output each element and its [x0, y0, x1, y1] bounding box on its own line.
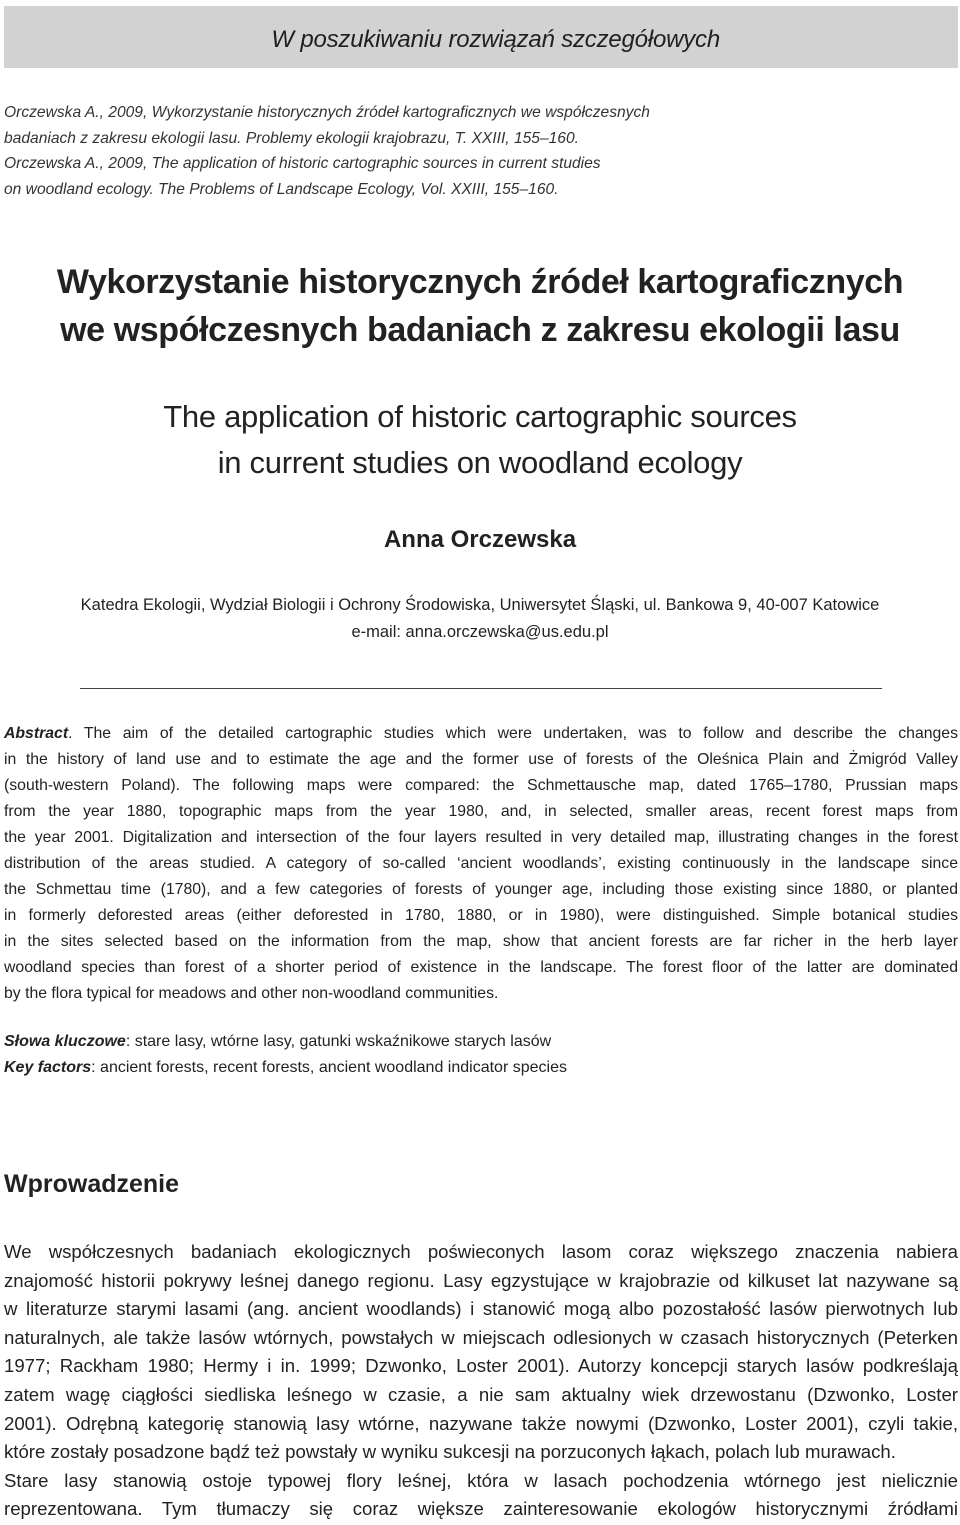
running-header-title: W poszukiwaniu rozwiązań szczegółowych: [271, 26, 720, 53]
abstract-line: in the history of land use and to estimate the age and the former use of forests of the Oleśnica Plain and Żmigród Valley: [4, 751, 958, 768]
citation-line: Orczewska A., 2009, The application of historic cartographic sources in current studies: [4, 155, 601, 172]
body-line: 1977; Rackham 1980; Hermy i in. 1999; Dzwonko, Loster 2001). Autorzy koncepcji starych lasów podkreślają: [4, 1355, 958, 1377]
abstract-line: the year 2001. Digitalization and intersection of the four layers resulted in very detailed map, illustrating changes in the forest: [4, 829, 958, 846]
keywords-polish: [4, 1033, 551, 1051]
title-line: we współczesnych badaniach z zakresu ekologii lasu: [60, 311, 900, 349]
abstract-line: (south-western Poland). The following maps were compared: the Schmettausche map, dated 1765–1780, Prussian maps: [4, 777, 958, 794]
keywords-polish-text: : stare lasy, wtórne lasy, gatunki wskaźnikowe starych lasów: [125, 1033, 552, 1050]
article-title-polish: [0, 258, 960, 354]
citation-line: on woodland ecology. The Problems of Landscape Ecology, Vol. XXIII, 155–160.: [4, 180, 559, 198]
abstract-line: the Schmettau time (1780), and a few categories of forests of younger age, including those existing since 1880, or planted: [4, 881, 958, 898]
introduction-paragraph: [4, 1238, 958, 1524]
abstract-line: Abstract. The aim of the detailed cartographic studies which were undertaken, was to follow and describe the changes: [4, 725, 958, 742]
body-line: znajomość historii pokrywy leśnej danego regionu. Lasy egzystujące w krajobrazie od kilkuset lat nazywane są: [4, 1269, 958, 1291]
citation-block: [4, 100, 884, 202]
body-line: Stare lasy stanowią ostoje typowej flory leśnej, która w lasach pochodzenia wtórnego jest nielicznie: [4, 1469, 958, 1491]
body-line: naturalnych, ale także lasów wtórnych, powstałych w miejscach odlesionych w czasach historycznych (Peterken: [4, 1326, 958, 1348]
keywords-english-text: : ancient forests, recent forests, ancient woodland indicator species: [91, 1059, 567, 1076]
abstract-line: distribution of the areas studied. A category of so-called ‘ancient woodlands’, existing continuously in the landscape since: [4, 855, 958, 872]
separator-rule: [80, 688, 882, 689]
section-heading: Wprowadzenie: [4, 1170, 180, 1198]
body-line: zatem wagę ciągłości siedliska leśnego w czasie, a nie sam aktualny wiek drzewostanu (Dzwonko, Loster: [4, 1383, 958, 1405]
title-line: The application of historic cartographic sources: [163, 399, 797, 434]
body-line: We współczesnych badaniach ekologicznych poświeconych lasom coraz większego znaczenia nabiera: [4, 1241, 958, 1262]
abstract-line: woodland species than forest of a shorter period of existence in the landscape. The forest floor of the latter are dominated: [4, 959, 958, 976]
keywords-polish-label: Słowa kluczowe: [4, 1033, 126, 1050]
body-line: reprezentowana. Tym tłumaczy się coraz większe zainteresowanie ekologów historycznymi źródłami: [4, 1498, 958, 1520]
body-line: które zostały posadzone bądź też powstały w wyniku sukcesji na porzuconych łąkach, polach lub murawach.: [4, 1441, 896, 1463]
abstract-line: by the flora typical for meadows and other non-woodland communities.: [4, 985, 499, 1002]
title-line: in current studies on woodland ecology: [217, 445, 743, 480]
citation-line: badaniach z zakresu ekologii lasu. Problemy ekologii krajobrazu, T. XXIII, 155–160.: [4, 129, 579, 147]
body-line: w literaturze starymi lasami (ang. ancient woodlands) i stanowić mogą albo pozostałość lasów pierwotnych lub: [4, 1298, 958, 1320]
abstract-label: Abstract: [4, 725, 69, 742]
abstract-line: in the sites selected based on the information from the map, show that ancient forests are far richer in the herb layer: [4, 933, 958, 950]
title-line: Wykorzystanie historycznych źródeł kartograficznych: [56, 263, 904, 301]
abstract-line: in formerly deforested areas (either deforested in 1780, 1880, or in 1980), were distinguished. Simple botanical studies: [4, 907, 958, 924]
keywords-english-label: Key factors: [4, 1059, 92, 1076]
affiliation-address: Katedra Ekologii, Wydział Biologii i Ochrony Środowiska, Uniwersytet Śląski, ul. Bankowa 9, 40-007 Katowice: [80, 596, 880, 614]
keywords-english: [4, 1059, 567, 1077]
affiliation-email[interactable]: e-mail: anna.orczewska@us.edu.pl: [351, 623, 609, 641]
running-header-band: [4, 6, 958, 68]
author-affiliation: [0, 592, 960, 646]
abstract-line: from the year 1880, topographic maps from the year 1980, and, in selected, smaller areas, recent forest maps from: [4, 803, 958, 820]
author-name: Anna Orczewska: [383, 526, 577, 553]
abstract-paragraph: [4, 721, 958, 1007]
citation-line: Orczewska A., 2009, Wykorzystanie historycznych źródeł kartograficznych we współczesnych: [4, 104, 650, 121]
article-title-english: [0, 394, 960, 486]
body-line: 2001). Odrębną kategorię stanowią lasy wtórne, nazywane także nowymi (Dzwonko, Loster 2001), czyli takie,: [4, 1412, 958, 1434]
